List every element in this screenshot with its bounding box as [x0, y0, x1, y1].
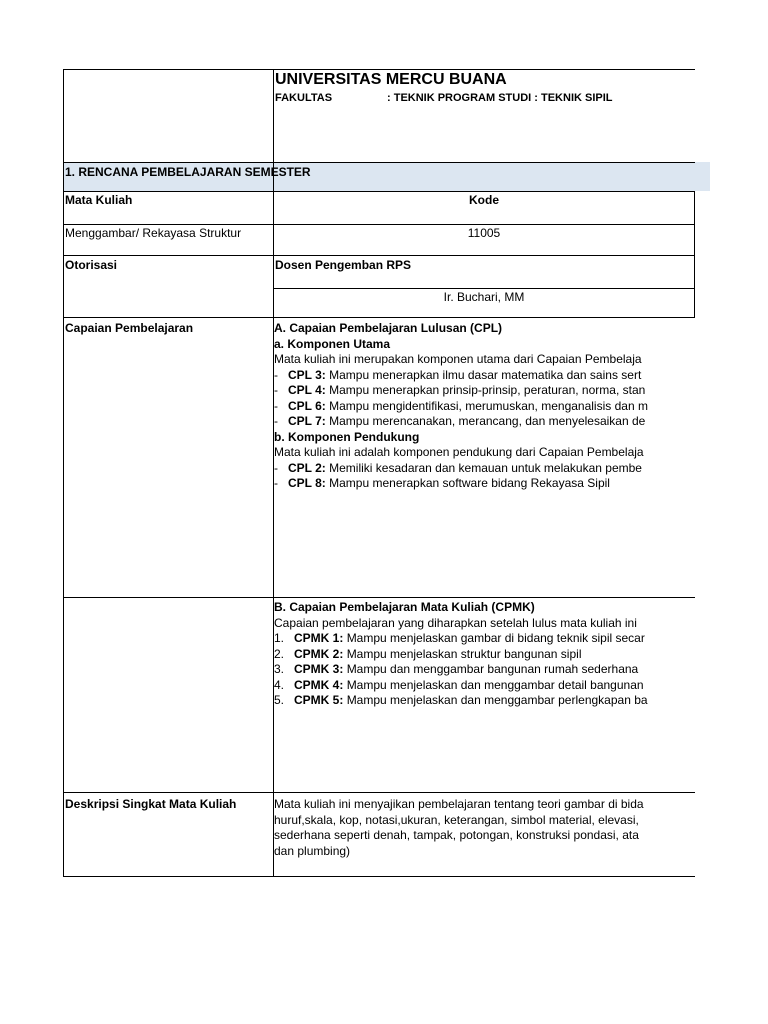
support-component-intro: Mata kuliah ini adalah komponen pendukung dari Capaian Pembelaja: [274, 445, 644, 459]
list-item: - CPL 8: Mampu menerapkan software bidang Rekayasa Sipil: [274, 476, 610, 490]
outcomes-label: Capaian Pembelajaran: [65, 321, 194, 335]
list-item: 1. CPMK 1: Mampu menjelaskan gambar di bidang teknik sipil secar: [274, 631, 645, 645]
list-item: 2. CPMK 2: Mampu menjelaskan struktur bangunan sipil: [274, 646, 582, 661]
description-line: dan plumbing): [274, 843, 351, 858]
code-value: 11005: [467, 226, 501, 240]
list-item: - CPL 4: Mampu menerapkan prinsip-prinsip, peraturan, norma, stan: [274, 383, 646, 397]
list-item: - CPL 2: Memiliki kesadaran dan kemauan untuk melakukan pembe: [274, 460, 642, 475]
list-item: 5. CPMK 5: Mampu menjelaskan dan menggambar perlengkapan ba: [274, 693, 648, 707]
cpmk-title: B. Capaian Pembelajaran Mata Kuliah (CPMK): [274, 600, 535, 614]
list-item: - CPL 3: Mampu menerapkan ilmu dasar matematika dan sains sert: [274, 367, 642, 382]
cpl-block: [274, 321, 694, 492]
developer-label: Dosen Pengemban RPS: [275, 258, 412, 272]
cpl-title: A. Capaian Pembelajaran Lulusan (CPL): [274, 321, 503, 335]
list-item: 3. CPMK 3: Mampu dan menggambar bangunan rumah sederhana: [274, 662, 639, 676]
course-value: Menggambar/ Rekayasa Struktur: [65, 226, 242, 240]
description-label: Deskripsi Singkat Mata Kuliah: [65, 797, 237, 811]
main-component-intro: Mata kuliah ini merupakan komponen utama dari Capaian Pembelaja: [274, 352, 642, 366]
description-line: huruf,skala, kop, notasi,ukuran, keterangan, simbol material, elevasi,: [274, 812, 639, 827]
description-line: Mata kuliah ini menyajikan pembelajaran tentang teori gambar di bida: [274, 797, 644, 811]
section-title: 1. RENCANA PEMBELAJARAN SEMESTER: [65, 165, 311, 179]
description-block: [274, 797, 694, 859]
list-item: - CPL 6: Mampu mengidentifikasi, merumuskan, menganalisis dan m: [274, 398, 648, 413]
list-item: - CPL 7: Mampu merencanakan, merancang, dan menyelesaikan de: [274, 414, 646, 428]
description-line: sederhana seperti denah, tampak, potongan, konstruksi pondasi, ata: [274, 828, 639, 842]
support-component-title: b. Komponen Pendukung: [274, 429, 420, 444]
cpmk-intro: Capaian pembelajaran yang diharapkan setelah lulus mata kuliah ini: [274, 615, 637, 630]
authorization-label: Otorisasi: [65, 258, 118, 272]
course-label: Mata Kuliah: [65, 193, 133, 207]
code-label: Kode: [469, 193, 499, 207]
main-component-title: a. Komponen Utama: [274, 336, 391, 351]
faculty-program-value: : TEKNIK PROGRAM STUDI : TEKNIK SIPIL: [387, 92, 613, 104]
list-item: 4. CPMK 4: Mampu menjelaskan dan menggambar detail bangunan: [274, 677, 644, 692]
cpmk-block: [274, 600, 694, 709]
developer-name: Ir. Buchari, MM: [443, 290, 525, 304]
faculty-label: FAKULTAS: [275, 92, 333, 104]
university-name: UNIVERSITAS MERCU BUANA: [275, 71, 507, 88]
